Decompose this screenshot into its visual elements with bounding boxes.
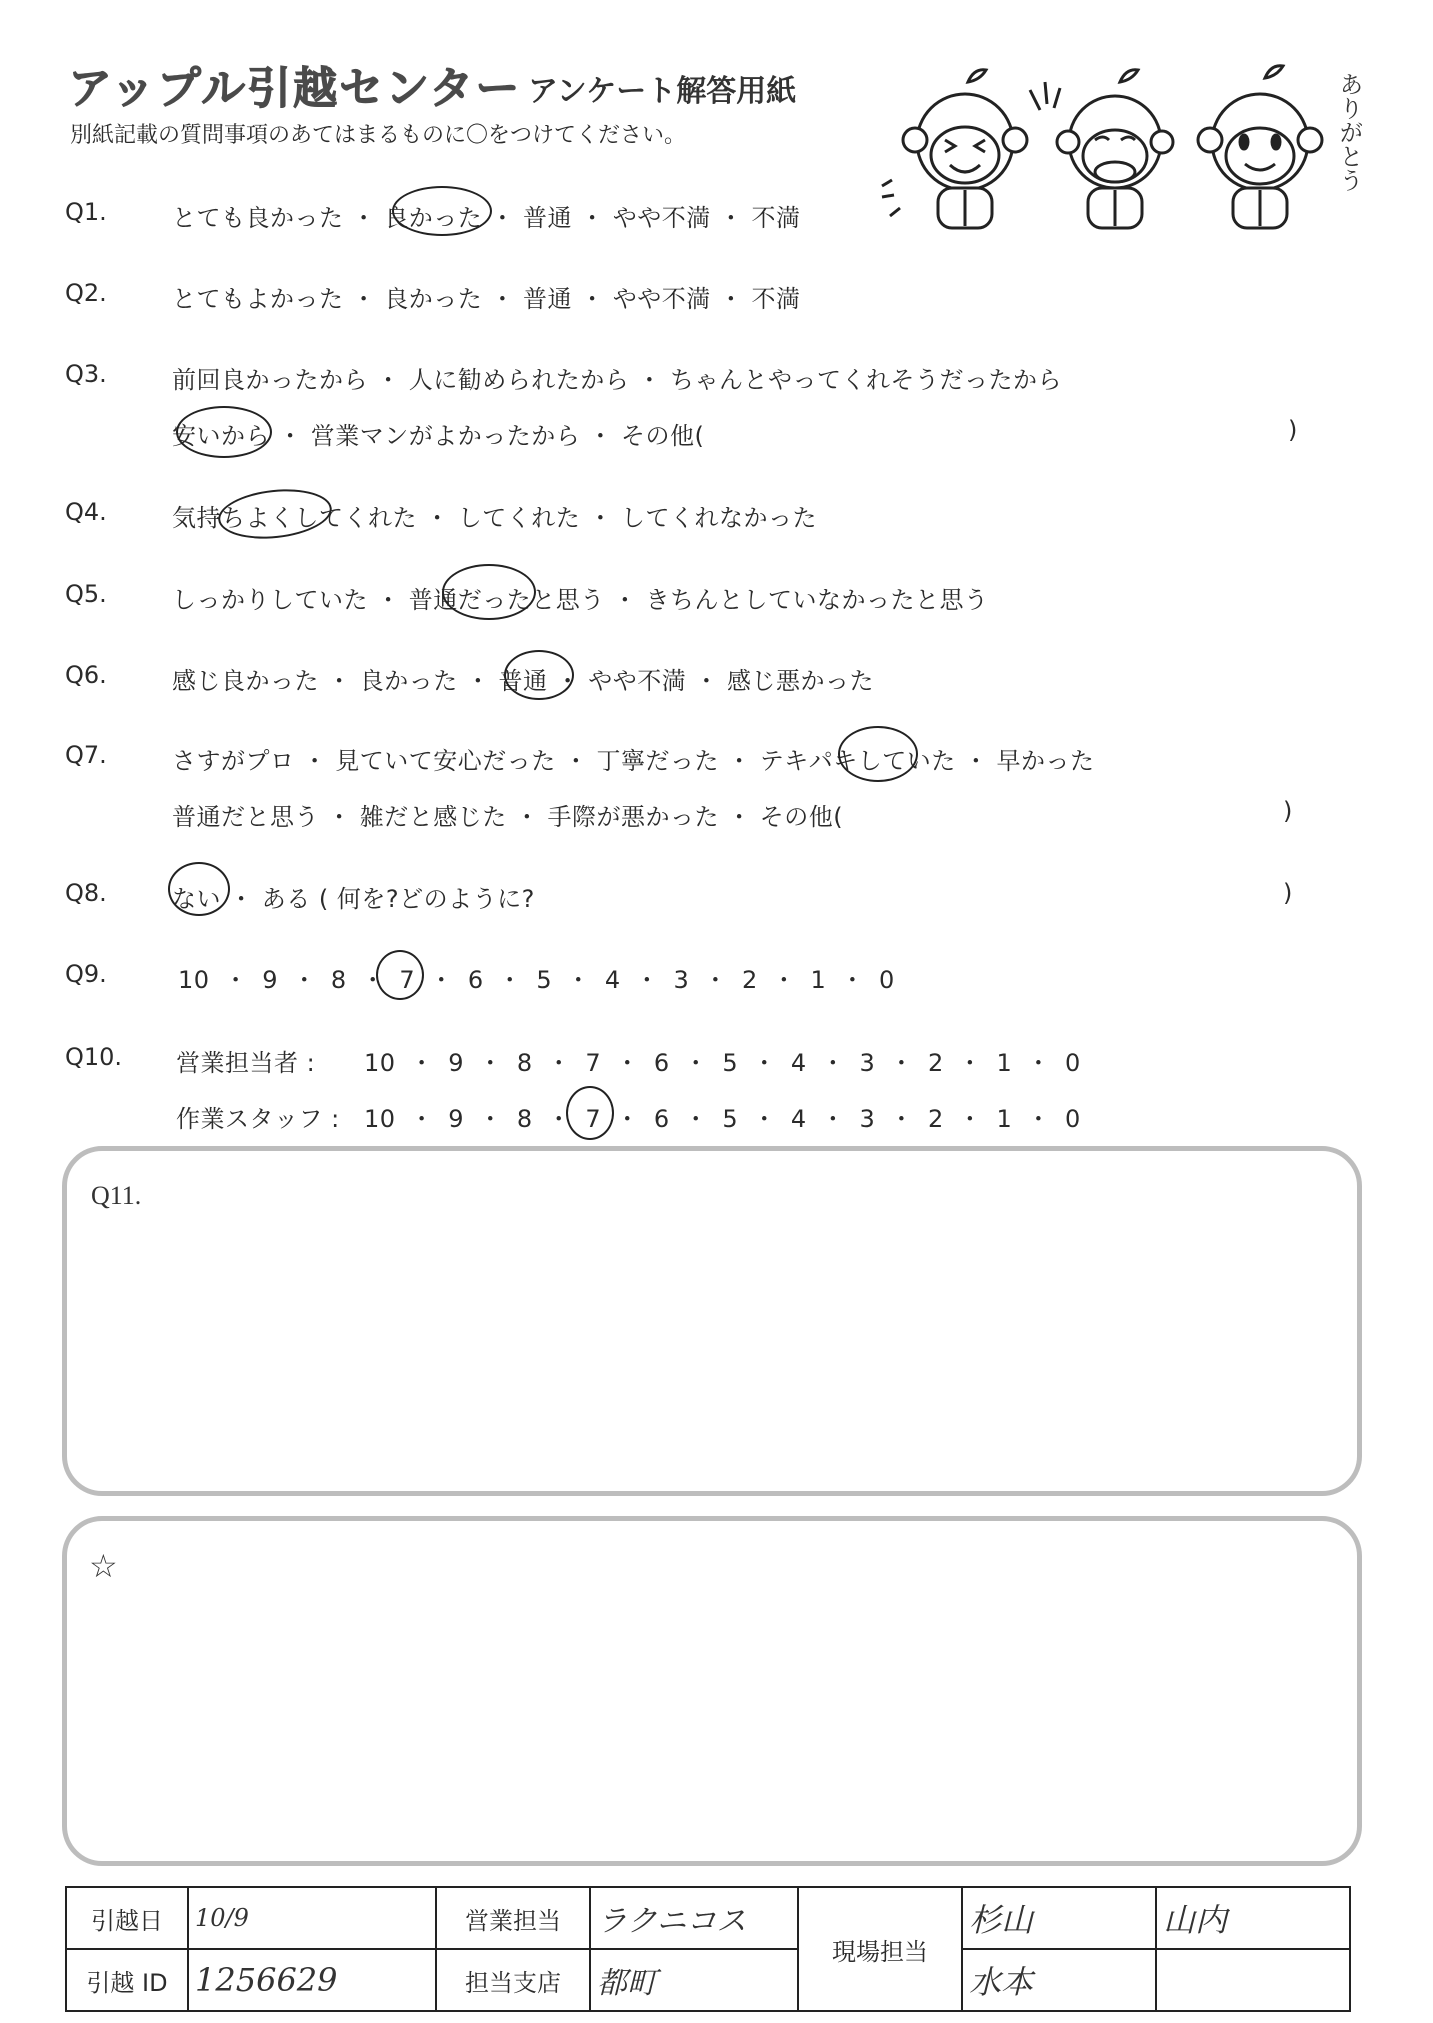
q10-staff-label: 作業スタッフ : bbox=[176, 1105, 340, 1133]
q5-options: しっかりしていた ・ 普通だったと思う ・ きちんとしていなかったと思う bbox=[172, 586, 989, 614]
q8-answer-circle bbox=[168, 862, 230, 916]
q10-label: Q10. bbox=[65, 1043, 123, 1071]
star-icon: ☆ bbox=[89, 1548, 118, 1584]
q5-answer-circle bbox=[442, 564, 536, 620]
q10-staff-answer-circle bbox=[566, 1086, 614, 1140]
q4-answer-circle bbox=[216, 484, 334, 544]
instruction-text: 別紙記載の質問事項のあてはまるものに〇をつけてください。 bbox=[70, 123, 687, 148]
q8-close-paren: ) bbox=[1283, 879, 1293, 907]
move-id-label: 引越 ID bbox=[66, 1949, 188, 2011]
site-staff-label: 現場担当 bbox=[798, 1887, 962, 2011]
q2-options: とてもよかった ・ 良かった ・ 普通 ・ やや不満 ・ 不満 bbox=[172, 285, 801, 313]
q9-label: Q9. bbox=[65, 960, 107, 988]
monkey-laughing-icon bbox=[882, 70, 1027, 228]
q1-answer-circle bbox=[392, 186, 492, 236]
q10-sales-scale: 10 ・ 9 ・ 8 ・ 7 ・ 6 ・ 5 ・ 4 ・ 3 ・ 2 ・ 1 ・ 0 bbox=[364, 1049, 1081, 1077]
q4-options: 気持ちよくしてくれた ・ してくれた ・ してくれなかった bbox=[172, 504, 818, 532]
footer-info-table bbox=[65, 1886, 1351, 2012]
q10-staff-scale: 10 ・ 9 ・ 8 ・ 7 ・ 6 ・ 5 ・ 4 ・ 3 ・ 2 ・ 1 ・ 0 bbox=[364, 1105, 1081, 1133]
q1-options: とても良かった ・ 良かった ・ 普通 ・ やや不満 ・ 不満 bbox=[172, 204, 801, 232]
q3-close-paren: ) bbox=[1288, 416, 1298, 444]
site-staff-value-1: 杉山 bbox=[962, 1887, 1156, 1949]
q4-label: Q4. bbox=[65, 498, 107, 526]
branch-label: 担当支店 bbox=[436, 1949, 590, 2011]
q11-box-label: Q11. bbox=[91, 1181, 142, 1210]
form-title: アップル引越センター bbox=[68, 63, 522, 114]
q9-scale: 10 ・ 9 ・ 8 ・ 7 ・ 6 ・ 5 ・ 4 ・ 3 ・ 2 ・ 1 ・ 0 bbox=[178, 966, 895, 994]
form-subtitle: アンケート解答用紙 bbox=[528, 74, 797, 109]
q2-label: Q2. bbox=[65, 279, 107, 307]
q6-answer-circle bbox=[504, 650, 574, 700]
sales-rep-label: 営業担当 bbox=[436, 1887, 590, 1949]
monkey-smiling-icon bbox=[1198, 66, 1322, 228]
q8-label: Q8. bbox=[65, 879, 107, 907]
q3-answer-circle bbox=[176, 406, 272, 458]
q7-close-paren: ) bbox=[1283, 797, 1293, 825]
move-date-value: 10/9 bbox=[188, 1887, 436, 1949]
site-staff-value-2: 水本 bbox=[962, 1949, 1156, 2011]
q7-options-line2: 普通だと思う ・ 雑だと感じた ・ 手際が悪かった ・ その他( bbox=[172, 803, 844, 831]
q3-options-line1: 前回良かったから ・ 人に勧められたから ・ ちゃんとやってくれそうだったから bbox=[172, 366, 1063, 394]
q8-options: ない ・ ある ( 何を?どのように? bbox=[172, 885, 535, 913]
monkey-shy-icon bbox=[1030, 70, 1173, 228]
q3-label: Q3. bbox=[65, 360, 107, 388]
star-comment-box[interactable] bbox=[62, 1516, 1362, 1866]
q6-options: 感じ良かった ・ 良かった ・ 普通 ・ やや不満 ・ 感じ悪かった bbox=[172, 667, 875, 695]
move-id-value: 1256629 bbox=[188, 1949, 436, 2011]
move-date-label: 引越日 bbox=[66, 1887, 188, 1949]
sales-rep-value: ラクニコス bbox=[590, 1887, 798, 1949]
q1-label: Q1. bbox=[65, 198, 107, 226]
site-staff-empty-cell bbox=[1156, 1949, 1350, 2011]
branch-value: 都町 bbox=[590, 1949, 798, 2011]
site-staff-value-3: 山内 bbox=[1156, 1887, 1350, 1949]
q11-comment-box[interactable] bbox=[62, 1146, 1362, 1496]
q9-answer-circle bbox=[376, 950, 424, 1000]
q10-sales-label: 営業担当者 : bbox=[176, 1049, 316, 1077]
thanks-text: ありがとう bbox=[1335, 72, 1363, 192]
q7-label: Q7. bbox=[65, 741, 107, 769]
mascot-illustration bbox=[880, 60, 1350, 250]
q7-answer-circle bbox=[838, 726, 918, 782]
q6-label: Q6. bbox=[65, 661, 107, 689]
q5-label: Q5. bbox=[65, 580, 107, 608]
q7-options-line1: さすがプロ ・ 見ていて安心だった ・ 丁寧だった ・ テキパキしていた ・ 早かった bbox=[172, 747, 1095, 775]
q3-options-line2: 安いから ・ 営業マンがよかったから ・ その他( bbox=[172, 422, 705, 450]
